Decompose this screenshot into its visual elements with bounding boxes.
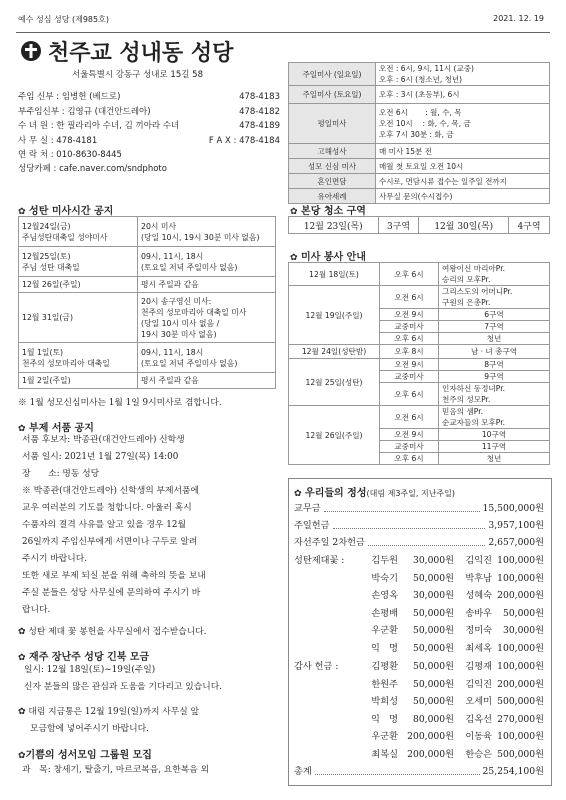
finance-amount: 2,657,000원 [488,537,544,548]
staff-phone: F A X : 478-4184 [208,135,280,146]
service-date: 12월 19일(주일) [289,286,380,345]
donor-name: 정미숙 [465,625,492,637]
service-time: 오후 8시 [380,345,439,359]
service-time: 오후 6시 [380,453,439,465]
christmas-row [19,277,276,293]
thanks-label [294,676,360,694]
donor-name: 손영옥 [371,590,398,602]
donor-amount: 30,000원 [502,625,544,637]
finance-amount: 15,500,000원 [482,503,544,514]
flood-line: 신자 분들의 많은 관심과 도움을 기다리고 있습니다. [24,682,223,692]
service-time: 오전 6시 [380,286,439,309]
mass-row [289,174,550,189]
deacon-line: ※ 박종관(대건안드레아) 신학생의 부제서품에 [22,486,200,496]
deacon-line: 장 소: 명동 성당 [22,469,100,479]
deacon-body [22,432,280,619]
service-assignee: 10구역 [439,429,550,441]
donor-amount: 100,000원 [497,642,544,654]
building-row [294,622,544,640]
staff-list [18,90,280,148]
service-time: 교중미사 [380,371,439,383]
service-row [289,359,550,371]
service-time: 오전 9시 [380,309,439,321]
donor-name: 한원주 [371,678,398,690]
donor-name: 김두원 [371,555,398,566]
donor-name: 익 명 [371,642,398,654]
finance-total-row [294,517,544,534]
donor-amount: 500,000원 [497,696,544,708]
deacon-line: 수품자의 결격 사유를 알고 있을 경우 12월 [22,520,186,530]
service-assignee: 인자하신 동정녀Pr. 천주의 성모Pr. [439,383,550,406]
deacon-line: 주시기 바랍니다. [22,554,88,564]
building-label [294,640,360,658]
thanks-label [294,746,360,764]
staff-label: 주임 신부 : 임병헌 (베드로) [18,92,121,102]
cleaning-date: 12월 30일(목) [419,217,509,234]
donor-name: 오세미 [465,696,492,708]
church-address: 서울특별시 강동구 성내로 15길 58 [72,70,203,80]
christmas-date: 12월25일(토) 주님 성탄 대축일 [19,247,138,277]
christmas-note: ※ 1월 성모신심미사는 1월 1일 9시미사로 겸합니다. [18,398,222,408]
thanks-row [294,728,544,746]
donor-amount: 50,000원 [412,572,454,584]
mass-row [289,63,550,86]
thanks-row [294,746,544,764]
tax-notice [18,704,199,738]
contact: 연 락 처 : 010-8630-8445 [18,150,122,160]
donor-name: 이동육 [465,731,492,743]
service-time: 오후 6시 [380,383,439,406]
building-label [294,605,360,623]
staff-row [18,105,280,120]
tax-line: 대림 지금통은 12월 19일(일)까지 사무실 앞 [28,707,200,717]
cafe-link[interactable]: 성당카페 : cafe.naver.com/sndphoto [18,164,167,174]
service-time: 오전 6시 [380,406,439,429]
finance-label: 자선주일 2차헌금 [294,537,365,548]
building-label [294,622,360,640]
mass-row [289,86,550,104]
service-row [289,263,550,286]
donor-name: 손평배 [371,607,398,619]
mass-row [289,104,550,144]
deacon-title: 부제 서품 공지 [29,423,94,434]
christmas-row [19,373,276,389]
flower-icon: ✿ [294,489,302,499]
mass-row [289,159,550,174]
donor-name: 박숙기 [371,572,398,584]
service-assignee: 6구역 [439,309,550,321]
donor-name: 송바우 [465,607,492,619]
donor-amount: 50,000원 [412,642,454,654]
donor-amount: 270,000원 [497,713,544,725]
bible-title-row [18,746,152,761]
flower-icon: ✿ [18,207,26,217]
service-title-row [290,248,366,263]
christmas-date: 1월 1일(토) 천주의 성모마리아 대축일 [19,343,138,373]
finance-title-row [294,484,455,499]
donor-name: 김평환 [371,661,398,672]
flower-icon: ✿ [18,751,26,761]
christmas-date: 12월24일(금) 주님성탄대축일 성야미사 [19,217,138,247]
church-cross-icon [20,40,42,62]
deacon-line: 또한 새로 부제 되실 분을 위해 축하의 뜻을 보내 [22,571,206,581]
service-time: 오후 6시 [380,333,439,345]
service-assignee: 8구역 [439,359,550,371]
service-time: 오전 9시 [380,359,439,371]
service-row [289,345,550,359]
donor-name: 김옥선 [465,713,492,725]
finance-total-label: 총계 [294,766,312,777]
service-assignee: 11구역 [439,441,550,453]
cleaning-title-row [290,202,366,217]
donor-name: 우군환 [371,625,398,637]
service-assignee: 여왕이신 마리아Pr. 승리의 모후Pr. [439,263,550,286]
service-date: 12월 24일(성탄밤) [289,345,380,359]
flood-title-row [18,648,149,663]
service-table [288,262,550,465]
donor-amount: 80,000원 [412,713,454,725]
donor-name: 한승은 [465,748,492,760]
finance-total-row [294,534,544,551]
deacon-line: 랍니다. [22,605,51,615]
staff-label: 수 녀 원 : 한 필라리아 수녀, 김 끼아라 수녀 [18,121,180,131]
mass-value: 수시로, 면담시류 접수는 일주일 전까지 [376,174,550,189]
cleaning-table [288,216,550,234]
service-assignee: 청년 [439,453,550,465]
thanks-row [294,711,544,729]
thanks-label [294,728,360,746]
christmas-time: 평시 주일과 같음 [138,277,276,293]
service-assignee: 7구역 [439,321,550,333]
finance-total: 25,254,100원 [482,766,544,777]
christmas-row [19,293,276,343]
mass-row [289,144,550,159]
flood-line: 일시: 12월 18일(토)~19일(주일) [24,665,156,675]
donor-name: 박희성 [371,696,398,708]
building-label: 성탄제대꽃 : [294,555,345,566]
donor-amount: 50,000원 [412,678,454,690]
bulletin-date: 2021. 12. 19 [493,14,544,23]
christmas-date: 12월 31일(금) [19,293,138,343]
mass-label: 혼인면담 [289,174,376,189]
staff-phone: 478-4182 [239,106,280,117]
cleaning-area: 3구역 [378,217,419,234]
donor-name: 김익진 [465,555,492,566]
christmas-table [18,216,276,389]
christmas-date: 1월 2일(주일) [19,373,138,389]
flower-icon: ✿ [18,424,26,434]
decor-notice-row [18,624,207,637]
finance-label: 주일헌금 [294,520,330,531]
flower-icon: ✿ [18,627,26,637]
service-assignee: 남 · 녀 총구역 [439,345,550,359]
flower-icon: ✿ [18,653,26,663]
mass-label: 고해성사 [289,144,376,159]
deacon-line: 교우 여러분의 기도를 청합니다. 아울러 혹시 [22,503,192,513]
staff-row [18,119,280,134]
dot-leader [333,517,486,529]
donor-name: 박후남 [465,572,492,584]
mass-value: 사무실 문의(수시접수) [376,189,550,204]
mass-label: 성모 신심 미사 [289,159,376,174]
donor-name: 성혜숙 [465,590,492,602]
service-assignee: 9구역 [439,371,550,383]
christmas-date: 12월 26일(주일) [19,277,138,293]
christmas-row [19,247,276,277]
thanks-label [294,711,360,729]
tax-line: 모금함에 넣어주시기 바랍니다. [30,724,149,734]
donor-amount: 100,000원 [497,572,544,584]
christmas-row [19,343,276,373]
staff-row [18,134,280,149]
building-label [294,587,360,605]
donor-amount: 30,000원 [412,555,454,566]
finance-building [294,552,544,658]
mass-value: 매 미사 15분 전 [376,144,550,159]
donor-name: 최세옥 [465,642,492,654]
finance-label: 교무금 [294,503,321,514]
donor-amount: 50,000원 [412,661,454,672]
donor-name: 김익진 [465,678,492,690]
bible-subjects: 과 목: 창세기, 탈출기, 마르코복음, 요한복음 외 [22,765,210,775]
building-row [294,570,544,588]
christmas-time: 09시, 11시, 18시 (토요일 저녁 주일미사 없음) [138,247,276,277]
building-row [294,605,544,623]
building-row [294,640,544,658]
decor-notice: 성탄 제대 꽃 봉헌을 사무실에서 접수받습니다. [28,627,207,637]
service-date: 12월 18일(토) [289,263,380,286]
mass-value: 오전 6시 : 월, 수, 목 오전 10시 : 화, 수, 목, 금 오후 7시 30분 : 화, 금 [376,104,550,144]
flower-icon: ✿ [18,707,26,717]
finance-subtitle: (대림 제3주일, 지난주일) [366,489,455,498]
staff-phone: 478-4183 [239,92,280,102]
donor-amount: 100,000원 [497,731,544,743]
donor-name: 우군환 [371,731,398,743]
bible-title: 기쁨의 성서모임 그룹원 모집 [25,750,152,761]
christmas-title-row [18,202,113,217]
donor-amount: 100,000원 [497,661,544,672]
donor-amount: 30,000원 [412,590,454,602]
service-time: 교중미사 [380,321,439,333]
thanks-row [294,693,544,711]
staff-row [18,90,280,105]
deacon-line: 서품 후보자: 박종관(대건안드레아) 신학생 [22,435,185,445]
dot-leader [324,500,480,512]
flower-icon: ✿ [290,253,298,263]
donor-amount: 200,000원 [497,590,544,602]
service-date: 12월 25일(성탄) [289,359,380,406]
deacon-line: 주실 분들은 성당 사무실에 문의하여 주시기 바 [22,588,201,598]
christmas-time: 평시 주일과 같음 [138,373,276,389]
building-row [294,552,544,570]
christmas-row [19,217,276,247]
donor-amount: 200,000원 [407,731,454,743]
donor-amount: 200,000원 [407,748,454,760]
service-time: 교중미사 [380,441,439,453]
christmas-time: 09시, 11시, 18시 (토요일 저녁 주일미사 없음) [138,343,276,373]
finance-totals [294,500,544,551]
cleaning-date: 12월 23일(목) [289,217,379,234]
service-assignee: 믿음의 샘Pr. 순교자들의 모후Pr. [439,406,550,429]
mass-value: 오후 : 3시 (초등부), 6시 [376,86,550,104]
flood-body [24,662,222,696]
finance-title: 우리들의 정성 [305,488,367,499]
service-time: 오후 6시 [380,263,439,286]
donor-amount: 100,000원 [497,555,544,566]
service-date: 12월 26일(주일) [289,406,380,465]
service-assignee: 그리스도의 어머니Pr. 구원의 은총Pr. [439,286,550,309]
service-assignee: 청년 [439,333,550,345]
flower-icon: ✿ [290,207,298,217]
mass-label: 주일미사 (토요일) [289,86,376,104]
christmas-title: 성탄 미사시간 공지 [29,206,114,217]
thanks-label [294,693,360,711]
building-row [294,587,544,605]
finance-amount: 3,957,100원 [488,520,544,531]
thanks-row [294,676,544,694]
deacon-line: 26일까지 주임신부에게 서면이나 구두로 알려 [22,537,198,547]
deacon-line: 서품 일시: 2021년 1월 27일(목) 14:00 [22,452,179,462]
donor-amount: 50,000원 [412,696,454,708]
finance-total-row [294,500,544,517]
flood-title: 재주 장난주 성당 긴북 모금 [29,652,150,663]
donor-amount: 200,000원 [497,678,544,690]
donor-amount: 50,000원 [502,607,544,619]
cleaning-area: 4구역 [509,217,550,234]
thanks-label: 감사 헌금 : [294,661,339,672]
donor-amount: 500,000원 [497,748,544,760]
church-name: 천주교 성내동 성당 [48,40,234,66]
bulletin-issue: 예수 성심 성당 (제985호) [18,15,109,24]
header-divider [16,32,550,33]
finance-thanks [294,658,544,764]
cleaning-title: 본당 청소 구역 [301,206,366,217]
finance-total-row [294,763,544,780]
donor-amount: 50,000원 [412,625,454,637]
service-row [289,406,550,429]
christmas-time: 20시 미사 (당일 10시, 19시 30분 미사 없음) [138,217,276,247]
donor-name: 최복실 [371,748,398,760]
mass-label: 평일미사 [289,104,376,144]
christmas-time: 20시 송구영신 미사: 천주의 성모마리아 대축일 미사 (당일 10시 미사 없음 / 19시 30분 미사 없음) [138,293,276,343]
donor-amount: 50,000원 [412,607,454,619]
dot-leader [368,534,485,546]
staff-label: 부주임신부 : 김영규 (대건안드레아) [18,106,151,117]
staff-label: 사 무 실 : 478-4181 [18,135,98,146]
mass-value: 매월 첫 토요일 오전 10시 [376,159,550,174]
service-time: 오전 9시 [380,429,439,441]
thanks-row [294,658,544,676]
mass-label: 유아세례 [289,189,376,204]
building-label [294,570,360,588]
service-row [289,286,550,309]
service-title: 미사 봉사 안내 [301,252,366,263]
mass-label: 주일미사 (일요일) [289,63,376,86]
donor-name: 익 명 [371,713,398,725]
mass-value: 오전 : 6시, 9시, 11시 (교중) 오후 : 6시 (청소년, 청년) [376,63,550,86]
donor-name: 김평재 [465,661,492,672]
staff-phone: 478-4189 [239,121,280,131]
mass-schedule-table [288,62,550,204]
